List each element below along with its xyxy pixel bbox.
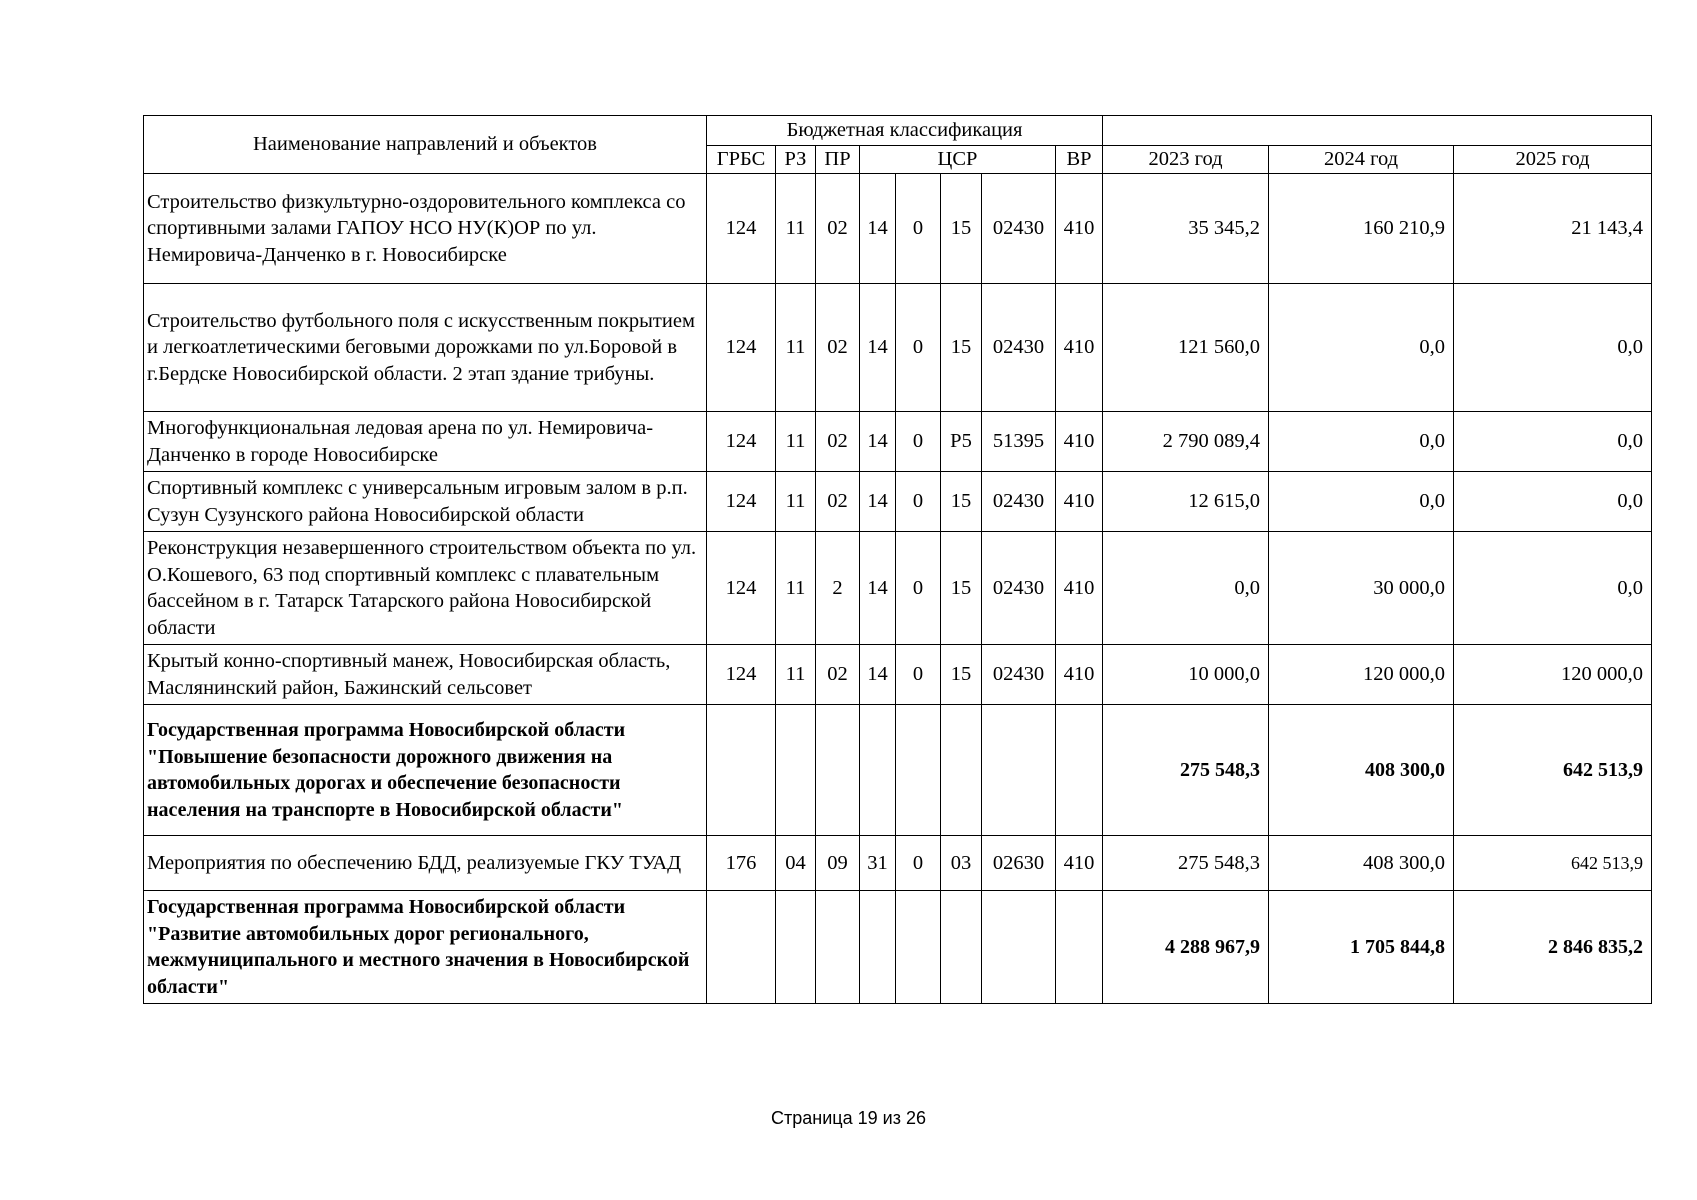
row-rz: 11	[776, 284, 816, 412]
row-name: Многофункциональная ледовая арена по ул. Немировича-Данченко в городе Новосибирске	[144, 412, 707, 472]
row-value-2024: 0,0	[1269, 472, 1454, 532]
row-csr-program: 14	[860, 174, 896, 284]
table-row	[144, 284, 1652, 412]
table-row	[144, 412, 1652, 472]
row-value-2024: 160 210,9	[1269, 174, 1454, 284]
header-years-group	[1103, 116, 1652, 146]
row-value-2025: 0,0	[1454, 412, 1652, 472]
row-grbs: 124	[707, 174, 776, 284]
row-vr	[1056, 891, 1103, 1004]
row-vr: 410	[1056, 532, 1103, 645]
row-vr: 410	[1056, 412, 1103, 472]
row-csr-event: 15	[941, 645, 982, 705]
header-pr: ПР	[816, 146, 860, 174]
row-csr-program: 14	[860, 472, 896, 532]
header-2024: 2024 год	[1269, 146, 1454, 174]
row-rz: 11	[776, 532, 816, 645]
row-value-2023: 275 548,3	[1103, 836, 1269, 891]
row-rz: 11	[776, 645, 816, 705]
row-csr-event: 15	[941, 472, 982, 532]
row-rz	[776, 705, 816, 836]
row-value-2025: 2 846 835,2	[1454, 891, 1652, 1004]
row-csr-type: 0	[896, 472, 941, 532]
row-csr-direction	[982, 891, 1056, 1004]
row-rz: 04	[776, 836, 816, 891]
row-csr-type: 0	[896, 284, 941, 412]
row-value-2023: 2 790 089,4	[1103, 412, 1269, 472]
row-grbs: 124	[707, 284, 776, 412]
row-name: Крытый конно-спортивный манеж, Новосибирская область, Маслянинский район, Бажинский сельсовет	[144, 645, 707, 705]
row-pr	[816, 705, 860, 836]
row-pr: 09	[816, 836, 860, 891]
row-csr-event: P5	[941, 412, 982, 472]
row-grbs: 124	[707, 645, 776, 705]
table-row	[144, 472, 1652, 532]
row-value-2025: 642 513,9	[1454, 836, 1652, 891]
budget-table	[143, 115, 1652, 1004]
row-csr-type	[896, 891, 941, 1004]
table-row	[144, 836, 1652, 891]
row-csr-event	[941, 705, 982, 836]
row-value-2024: 120 000,0	[1269, 645, 1454, 705]
row-csr-type: 0	[896, 836, 941, 891]
row-pr: 02	[816, 174, 860, 284]
row-value-2023: 0,0	[1103, 532, 1269, 645]
header-vr: ВР	[1056, 146, 1103, 174]
row-name: Государственная программа Новосибирской области "Повышение безопасности дорожного движения на автомобильных дорогах и обеспечение безопасности населения на транспорте в Новосибирской области"	[144, 705, 707, 836]
row-value-2025: 120 000,0	[1454, 645, 1652, 705]
row-rz: 11	[776, 412, 816, 472]
row-grbs: 124	[707, 472, 776, 532]
row-csr-direction: 02430	[982, 284, 1056, 412]
row-value-2023: 121 560,0	[1103, 284, 1269, 412]
row-pr: 02	[816, 284, 860, 412]
row-csr-direction: 02630	[982, 836, 1056, 891]
row-csr-direction	[982, 705, 1056, 836]
row-csr-event	[941, 891, 982, 1004]
row-value-2025: 0,0	[1454, 532, 1652, 645]
row-value-2023: 35 345,2	[1103, 174, 1269, 284]
row-pr: 2	[816, 532, 860, 645]
row-value-2025: 0,0	[1454, 284, 1652, 412]
header-csr: ЦСР	[860, 146, 1056, 174]
table-row	[144, 645, 1652, 705]
row-csr-program: 31	[860, 836, 896, 891]
row-csr-program: 14	[860, 645, 896, 705]
row-value-2023: 275 548,3	[1103, 705, 1269, 836]
row-csr-direction: 51395	[982, 412, 1056, 472]
row-rz: 11	[776, 174, 816, 284]
row-vr: 410	[1056, 284, 1103, 412]
row-pr: 02	[816, 645, 860, 705]
row-csr-program	[860, 705, 896, 836]
row-value-2023: 12 615,0	[1103, 472, 1269, 532]
header-rz: РЗ	[776, 146, 816, 174]
row-value-2024: 30 000,0	[1269, 532, 1454, 645]
table-row-program-total	[144, 705, 1652, 836]
row-grbs	[707, 705, 776, 836]
table-row-program-total	[144, 891, 1652, 1004]
row-pr	[816, 891, 860, 1004]
row-value-2025: 642 513,9	[1454, 705, 1652, 836]
row-csr-direction: 02430	[982, 472, 1056, 532]
row-value-2025: 0,0	[1454, 472, 1652, 532]
row-csr-type: 0	[896, 174, 941, 284]
row-name: Реконструкция незавершенного строительством объекта по ул. О.Кошевого, 63 под спортивный комплекс с плавательным бассейном в г. Татарск Татарского района Новосибирской области	[144, 532, 707, 645]
row-name: Строительство физкультурно-оздоровительного комплекса со спортивными залами ГАПОУ НСО НУ(К)ОР по ул. Немировича-Данченко в г. Новосибирске	[144, 174, 707, 284]
row-value-2023: 4 288 967,9	[1103, 891, 1269, 1004]
page-number: Страница 19 из 26	[771, 1108, 926, 1128]
row-csr-type: 0	[896, 645, 941, 705]
row-pr: 02	[816, 412, 860, 472]
row-value-2025: 21 143,4	[1454, 174, 1652, 284]
row-csr-type: 0	[896, 532, 941, 645]
header-row-1	[144, 116, 1652, 146]
row-rz	[776, 891, 816, 1004]
row-csr-direction: 02430	[982, 532, 1056, 645]
row-csr-event: 15	[941, 174, 982, 284]
row-rz: 11	[776, 472, 816, 532]
row-csr-event: 15	[941, 284, 982, 412]
row-csr-program	[860, 891, 896, 1004]
header-name: Наименование направлений и объектов	[144, 116, 707, 174]
row-csr-type: 0	[896, 412, 941, 472]
row-csr-type	[896, 705, 941, 836]
row-name: Спортивный комплекс с универсальным игровым залом в р.п. Сузун Сузунского района Новосибирской области	[144, 472, 707, 532]
row-value-2023: 10 000,0	[1103, 645, 1269, 705]
row-csr-program: 14	[860, 532, 896, 645]
header-2025: 2025 год	[1454, 146, 1652, 174]
row-value-2024: 408 300,0	[1269, 836, 1454, 891]
row-pr: 02	[816, 472, 860, 532]
row-name: Мероприятия по обеспечению БДД, реализуемые ГКУ ТУАД	[144, 836, 707, 891]
header-2023: 2023 год	[1103, 146, 1269, 174]
row-name: Строительство футбольного поля с искусственным покрытием и легкоатлетическими беговыми дорожками по ул.Боровой в г.Бердске Новосибирской области. 2 этап здание трибуны.	[144, 284, 707, 412]
row-vr	[1056, 705, 1103, 836]
header-budget-classification: Бюджетная классификация	[707, 116, 1103, 146]
row-name: Государственная программа Новосибирской области "Развитие автомобильных дорог регионального, межмуниципального и местного значения в Новосибирской области"	[144, 891, 707, 1004]
table-row	[144, 532, 1652, 645]
table-row	[144, 174, 1652, 284]
row-csr-program: 14	[860, 284, 896, 412]
row-grbs: 124	[707, 412, 776, 472]
row-value-2024: 0,0	[1269, 284, 1454, 412]
row-value-2024: 0,0	[1269, 412, 1454, 472]
row-grbs	[707, 891, 776, 1004]
header-grbs: ГРБС	[707, 146, 776, 174]
row-csr-event: 15	[941, 532, 982, 645]
row-vr: 410	[1056, 836, 1103, 891]
row-grbs: 124	[707, 532, 776, 645]
row-csr-direction: 02430	[982, 645, 1056, 705]
row-vr: 410	[1056, 645, 1103, 705]
row-csr-event: 03	[941, 836, 982, 891]
row-grbs: 176	[707, 836, 776, 891]
row-value-2024: 1 705 844,8	[1269, 891, 1454, 1004]
row-vr: 410	[1056, 472, 1103, 532]
row-value-2024: 408 300,0	[1269, 705, 1454, 836]
row-csr-program: 14	[860, 412, 896, 472]
row-vr: 410	[1056, 174, 1103, 284]
row-csr-direction: 02430	[982, 174, 1056, 284]
